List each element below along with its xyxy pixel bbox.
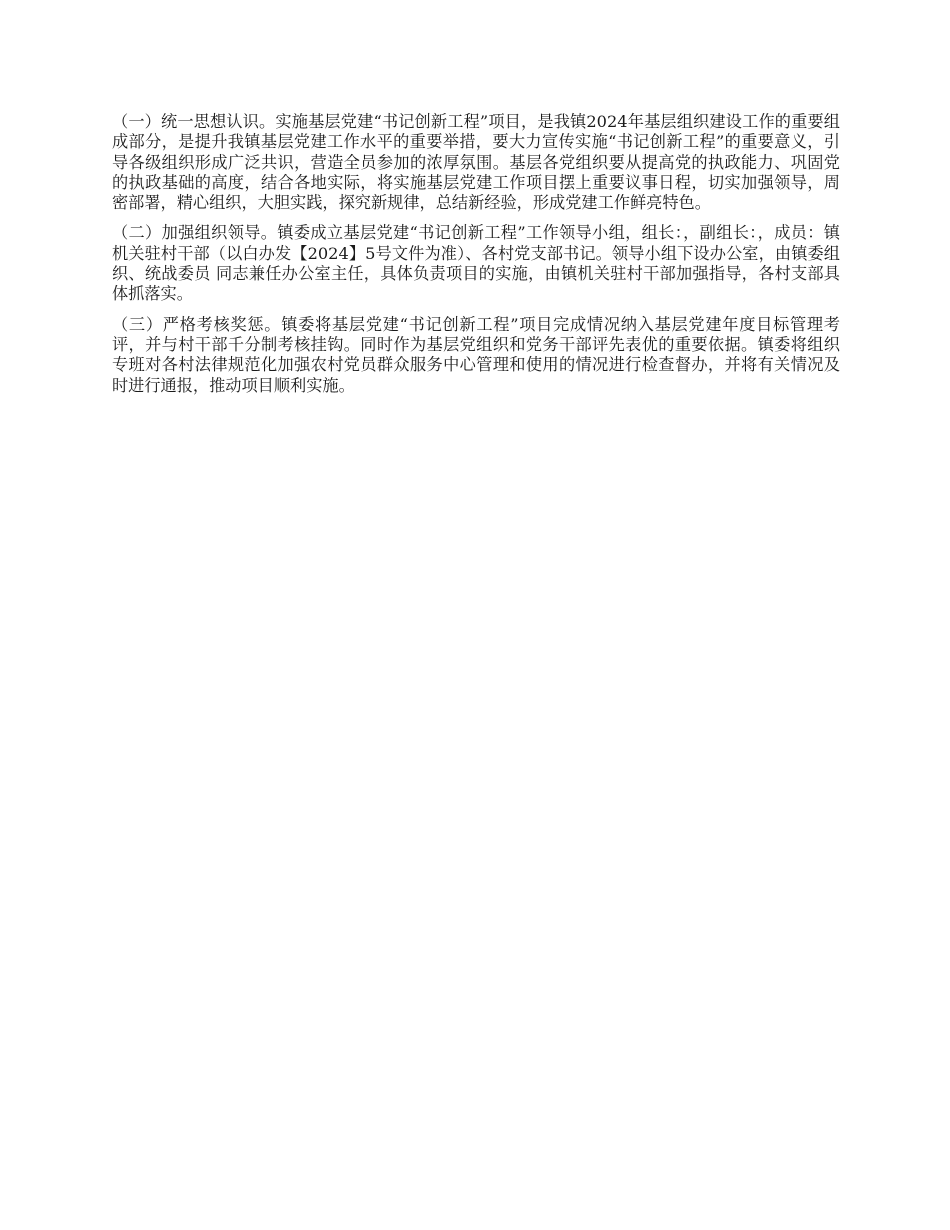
paragraph-unify-thinking: （一）统一思想认识。实施基层党建“书记创新工程”项目，是我镇2024年基层组织建设工作的重要组成部分，是提升我镇基层党建工作水平的重要举措，要大力宣传实施“书记创新工程”的重要意义，引导各级组织形成广泛共识，营造全员参加的浓厚氛围。基层各党组织要从提高党的执政能力、巩固党的执政基础的高度，结合各地实际，将实施基层党建工作项目摆上重要议事日程，切实加强领导，周密部署，精心组织，大胆实践，探究新规律，总结新经验，形成党建工作鲜亮特色。 (112, 112, 840, 213)
paragraph-assessment-rewards: （三）严格考核奖惩。镇委将基层党建“书记创新工程”项目完成情况纳入基层党建年度目标管理考评，并与村干部千分制考核挂钩。同时作为基层党组织和党务干部评先表优的重要依据。镇委将组织专班对各村法律规范化加强农村党员群众服务中心管理和使用的情况进行检查督办，并将有关情况及时进行通报，推动项目顺利实施。 (112, 314, 840, 395)
document-body (112, 112, 840, 406)
paragraph-organization-leadership: （二）加强组织领导。镇委成立基层党建“书记创新工程”工作领导小组，组长：，副组长：，成员：镇机关驻村干部（以白办发【2024】5号文件为准）、各村党支部书记。领导小组下设办公室，由镇委组织、统战委员 同志兼任办公室主任，具体负责项目的实施，由镇机关驻村干部加强指导，各村支部具体抓落实。 (112, 223, 840, 304)
